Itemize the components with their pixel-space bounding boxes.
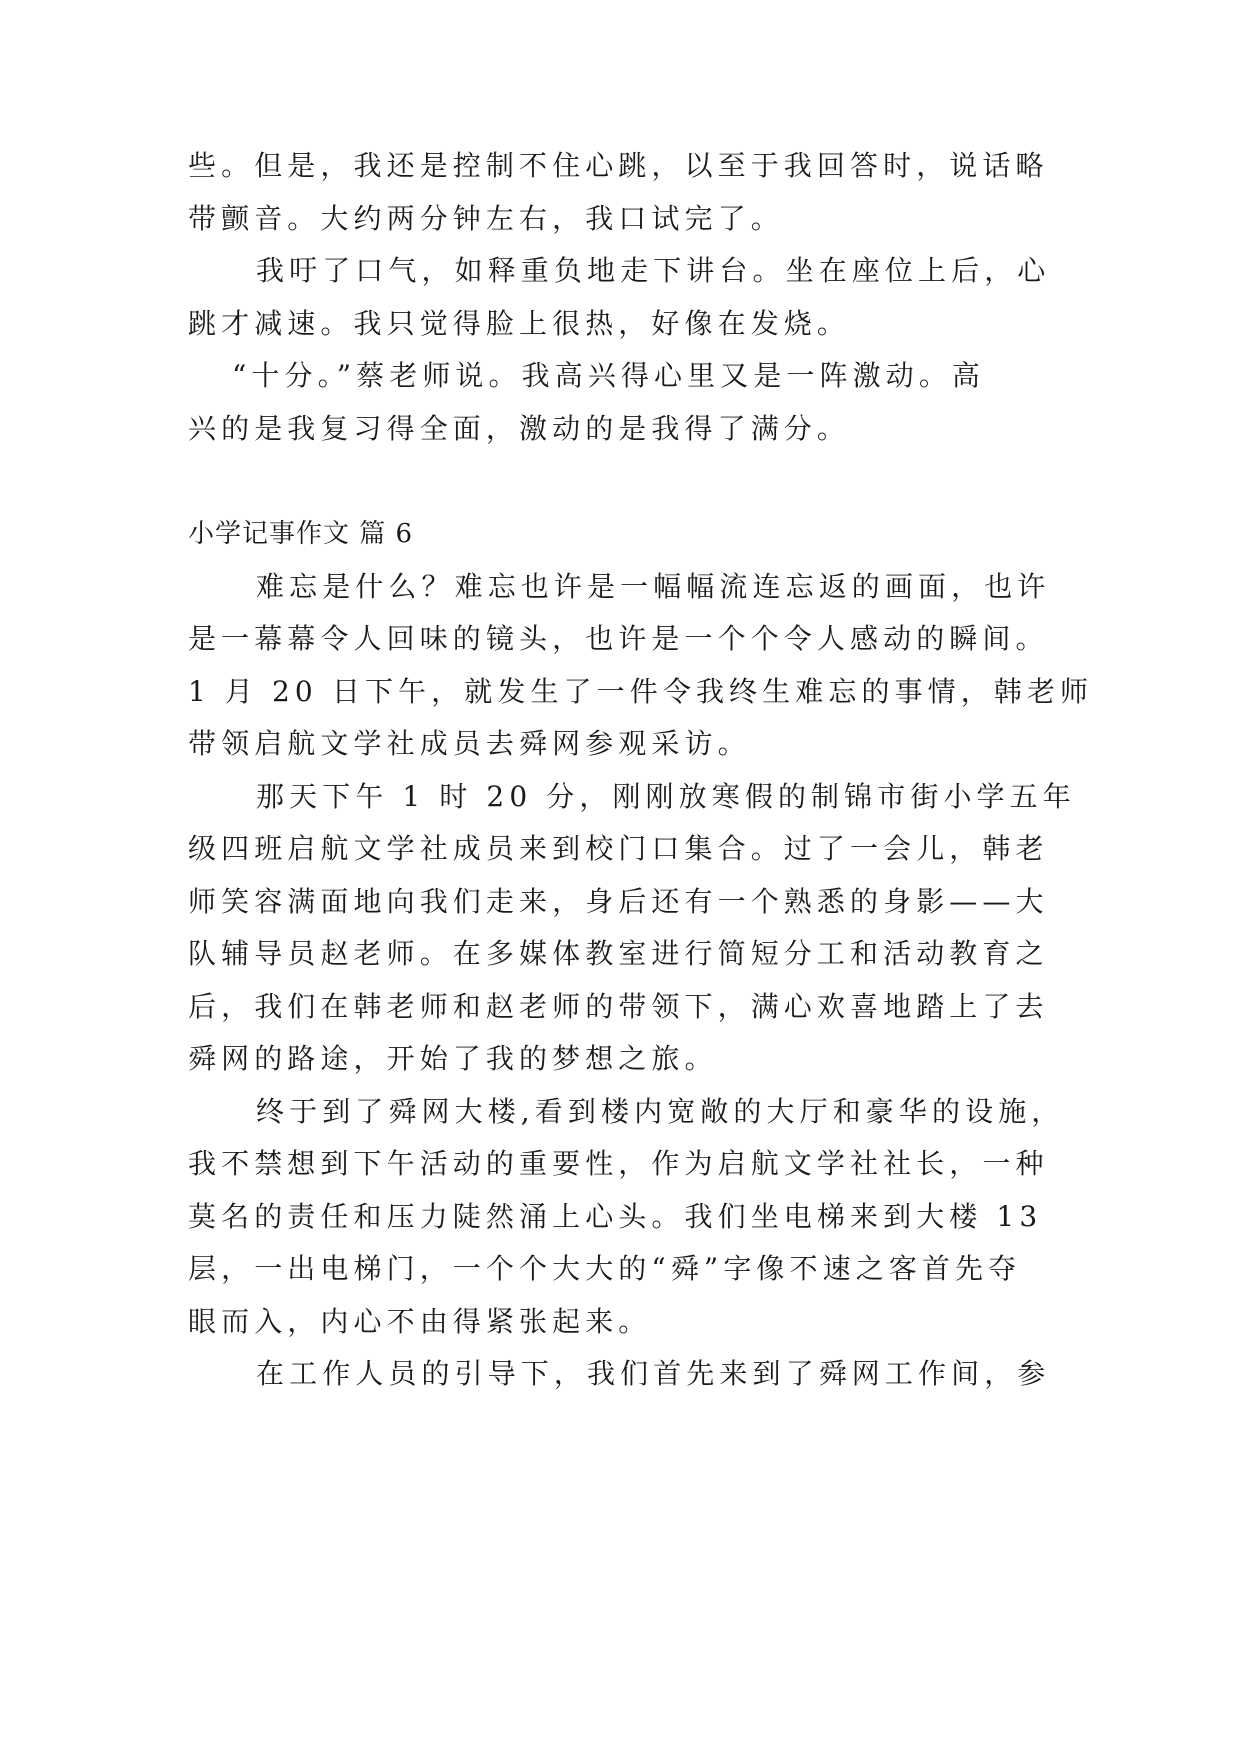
paragraph-5-line-4: 队辅导员赵老师。在多媒体教室进行简短分工和活动教育之: [188, 937, 1049, 970]
paragraph-5-line-6: 舜网的路途，开始了我的梦想之旅。: [188, 1042, 718, 1075]
paragraph-3-line-1: “十分。”蔡老师说。我高兴得心里又是一阵激动。高: [232, 359, 986, 392]
paragraph-2-line-2: 跳才减速。我只觉得脸上很热，好像在发烧。: [188, 307, 851, 340]
paragraph-6-line-1: 终于到了舜网大楼,看到楼内宽敞的大厅和豪华的设施，: [256, 1095, 1065, 1128]
paragraph-4-line-4: 带领启航文学社成员去舜网参观采访。: [188, 727, 751, 760]
paragraph-2-line-1: 我吁了口气，如释重负地走下讲台。坐在座位上后，心: [256, 254, 1051, 287]
paragraph-5-line-3: 师笑容满面地向我们走来，身后还有一个熟悉的身影——大: [188, 885, 1049, 918]
paragraph-6-line-3: 莫名的责任和压力陡然涌上心头。我们坐电梯来到大楼 13: [188, 1200, 1043, 1233]
paragraph-4-line-1: 难忘是什么？难忘也许是一幅幅流连忘返的画面，也许: [256, 570, 1051, 603]
paragraph-5-line-2: 级四班启航文学社成员来到校门口集合。过了一会儿，韩老: [188, 832, 1049, 865]
paragraph-1-line-2: 带颤音。大约两分钟左右，我口试完了。: [188, 202, 784, 235]
paragraph-5-line-5: 后，我们在韩老师和赵老师的带领下，满心欢喜地踏上了去: [188, 990, 1049, 1023]
paragraph-4-line-2: 是一幕幕令人回味的镜头，也许是一个个令人感动的瞬间。: [188, 622, 1049, 655]
paragraph-6-line-2: 我不禁想到下午活动的重要性，作为启航文学社社长，一种: [188, 1147, 1049, 1180]
paragraph-7-line-1: 在工作人员的引导下，我们首先来到了舜网工作间，参: [256, 1357, 1051, 1390]
paragraph-6-line-4: 层，一出电梯门，一个个大大的“舜”字像不速之客首先夺: [188, 1252, 1022, 1285]
paragraph-1-line-1: 些。但是，我还是控制不住心跳，以至于我回答时，说话略: [188, 149, 1049, 182]
paragraph-5-line-1: 那天下午 1 时 20 分，刚刚放寒假的制锦市街小学五年: [256, 780, 1076, 813]
paragraph-6-line-5: 眼而入，内心不由得紧张起来。: [188, 1305, 652, 1338]
section-heading: 小学记事作文 篇 6: [188, 519, 414, 549]
paragraph-3-line-2: 兴的是我复习得全面，激动的是我得了满分。: [188, 412, 851, 445]
paragraph-4-line-3: 1 月 20 日下午，就发生了一件令我终生难忘的事情，韩老师: [188, 675, 1094, 708]
